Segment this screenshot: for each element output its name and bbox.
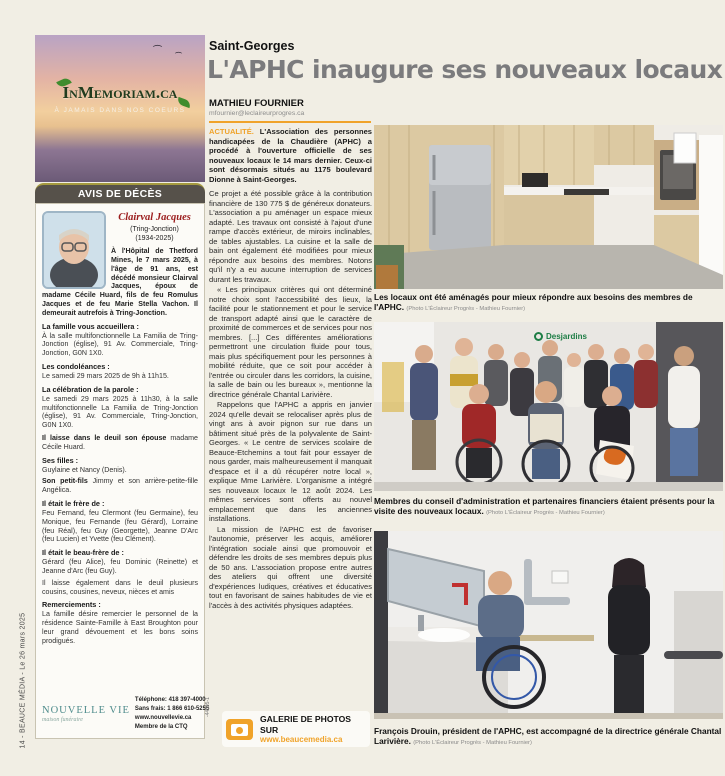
obituary-bold-lead: Son petit-fils <box>42 477 88 486</box>
bird-icon: ⌒ <box>175 53 182 60</box>
inmemoriam-tagline: À JAMAIS DANS NOS COEURS <box>54 107 186 114</box>
article-byline: MATHIEU FOURNIER <box>209 98 304 109</box>
article-lead <box>209 127 372 184</box>
inmemoriam-ad[interactable] <box>35 35 205 182</box>
caption-text: Membres du conseil d'administration et partenaires financiers étaient présents pour la visite des nouveaux locaux. <box>374 496 715 517</box>
obituary-section-heading: Il était le beau-frère de : <box>42 548 124 558</box>
funeral-home-logo <box>42 704 130 724</box>
inmemoriam-brand: InMemoriam.ca <box>62 83 178 102</box>
obituary-section-heading: La célébration de la parole : <box>42 384 139 394</box>
funeral-home-subtitle: maison funéraire <box>42 716 83 723</box>
obituary-section-text <box>42 434 198 452</box>
obituary-card <box>35 203 211 739</box>
obituary-intro: À l'Hôpital de Thetford Mines, le 7 mars 2025, à l'âge de 91 ans, est décédé monsieur Clairval Jacques, époux de madame Cécile Huard, fils de feu Romulus Jacques et de feu Marie Stella Vachon. Il demeurait autrefois à Tring-Jonction. <box>42 247 198 317</box>
deceased-years: (1934-2025) <box>135 234 174 242</box>
photo-caption <box>374 292 723 314</box>
camera-icon <box>226 719 253 740</box>
bird-icon: ⌒ <box>153 45 163 55</box>
article-paragraph: La mission de l'APHC est de favoriser l'autonomie, préserver les acquis, améliorer l'intégration sociale ainsi que promouvoir et défendre les droits de ses membres depuis plus de 50 ans. L'association propose entre autres des ateliers qui offrent une diversité d'expériences ludiques, créatives et éducatives tout en favorisant de saines habitudes de vie et l'accès à des activités physiques adaptées. <box>209 524 372 610</box>
obituary-section-text: Le samedi 29 mars 2025 de 9h à 11h15. <box>42 372 169 381</box>
funeral-home-phone: Téléphone: 418 397-4000 <box>134 697 206 703</box>
obituary-section-text <box>42 477 198 495</box>
obituary-section-text: À la salle multifonctionnelle La Familia de Tring-Jonction (église), 91 Av. Commerciale, Tring-Jonction, G0N 1X0. <box>42 331 198 358</box>
obituary-bold-lead: Il laisse dans le deuil son épouse <box>42 434 167 442</box>
article-paragraph: Rappelons que l'APHC a appris en janvier 2024 qu'elle devait se relocaliser après plus de vingt ans à avoir pignon sur rue dans un bâtiment situé près de la polyvalente de Saint-Georges. « Le centre de services scolaire de Beauce-Etchemins a tout fait pour essayer de nous garder, mais malheureusement il manquait d'espace et il a dû récupérer notre local », explique Mme Larivière. L'organisme a intégré ses nouveaux locaux le 12 août 2024. Les mêmes services sont offerts au nouvel emplacement que dans les anciennes installations. <box>209 400 372 523</box>
gallery-promo-label: GALERIE DE PHOTOS SUR <box>260 714 352 735</box>
obituary-section-text: Guylaine et Nancy (Denis). <box>42 465 127 474</box>
obituary-section-heading: Il était le frère de : <box>42 498 105 508</box>
desjardins-brand-text: Desjardins <box>546 332 587 341</box>
ad-reference-code: -44895-1 <box>204 696 211 717</box>
article-kicker: Saint-Georges <box>209 39 295 53</box>
byline-email-link[interactable]: mfournier@leclaireurprogres.ca <box>209 110 305 117</box>
obituary-section-heading: Ses filles : <box>42 455 79 465</box>
obituary-inline-text: madame Cécile Huard. <box>42 434 198 451</box>
article-paragraph: « Les principaux critères qui ont déterminé notre choix sont l'accessibilité des lieux, la facilité pour le stationnement et pour le service de transport adapté ainsi que le caractère de proximité de commerces et de services pour nos membres. [...] Ces différentes améliorations permettront une circulation fluide pour tous, mais plus spécifiquement pour les personnes à mobilité réduite, que ce soit pour accéder à l'entrée ou circuler dans les corridors, la cuisine, la salle de bain ou les bureaux », mentionne la directrice générale Chantal Larivière. <box>209 285 372 399</box>
photo-caption <box>374 496 723 518</box>
article-headline: L'APHC inaugure ses nouveaux locaux <box>207 55 723 84</box>
photo-credit: (Photo L'Éclaireur Progrès - Mathieu Fournier) <box>406 306 526 313</box>
funeral-home-contact <box>135 696 209 732</box>
photo-credit: (Photo L'Éclaireur Progrès - Mathieu Fournier) <box>486 510 605 517</box>
obituary-inline-text: Jimmy et son arrière-petite-fille Angélica. <box>42 477 198 495</box>
lead-kicker: ACTUALITÉ. <box>209 127 254 136</box>
byline-divider <box>209 121 371 123</box>
obituary-banner: AVIS DE DÉCÈS <box>35 183 205 205</box>
photo-credit: (Photo L'Éclaireur Progrès - Mathieu Fournier) <box>413 740 532 747</box>
deceased-name: Clairval Jacques <box>118 212 191 223</box>
photo-caption <box>374 726 723 748</box>
obituary-section-text: La famille désire remercier le personnel de la résidence Sainte-Famille à East Broughton pour leur grand dévouement et les bons soins prodigués. <box>42 610 198 645</box>
article-body-column <box>209 127 372 611</box>
funeral-home-tollfree: Sans frais: 1 866 610-5255 <box>134 706 210 712</box>
obituary-section-text: Gérard (feu Alice), feu Dominic (Reinette) et Jeanne d'Arc (feu Guy). <box>42 558 198 575</box>
obituary-section-heading: Les condoléances : <box>42 362 110 371</box>
caption-text: Les locaux ont été aménagés pour mieux répondre aux besoins des membres de l'APHC. <box>374 292 693 313</box>
photo-group-board-members <box>374 322 723 491</box>
obituary-section-heading: Remerciements : <box>42 600 101 610</box>
photo-adapted-kitchen <box>374 125 723 289</box>
obituary-section-heading: La famille vous accueillera : <box>42 321 139 331</box>
desjardins-logo-icon <box>534 332 543 341</box>
obituary-section-text: Il laisse également dans le deuil plusieurs cousins, cousines, neveux, nièces et amis <box>42 578 198 596</box>
page-edge-label: 14 - BEAUCE MÉDIA - Le 26 mars 2025 <box>19 612 27 749</box>
funeral-home-name: NOUVELLE VIE <box>42 704 130 716</box>
obituary-section-text: Feu Fernand, feu Clermont (feu Germaine), feu Monique, feu Fernande (feu Gérard), Lorraine (feu Réal), feu Guy (Georgette), Jeanne D'Arc (feu Lucien) et Yvette (feu Clément). <box>42 509 198 544</box>
deceased-portrait-photo <box>42 211 106 289</box>
lead-text: L'Association des personnes handicapées de la Chaudière (APHC) a procédé à l'ouverture officielle de ses nouveaux locaux le 14 mars dernier. Ceux-ci sont désormais situés au 1175 boulevard Dionne à Saint-Georges. <box>209 127 372 184</box>
gallery-promo-url-link[interactable]: www.beaucemedia.ca <box>260 734 343 744</box>
caption-text: François Drouin, président de l'APHC, est accompagné de la directrice générale Chantal Larivière. <box>374 726 722 747</box>
photo-adapted-bathroom <box>374 531 723 719</box>
deceased-place: (Tring-Jonction) <box>130 226 179 234</box>
funeral-home-membership: Membre de la CTQ <box>134 724 188 730</box>
photo-gallery-promo[interactable] <box>222 711 370 747</box>
obituary-section-text: Le samedi 29 mars 2025 à 11h30, à la salle multifonctionnelle La Familia de Tring-Jonction (église), 91 Av. Commerciale, Tring-Jonction, G0N 1X0. <box>42 394 198 430</box>
article-paragraph: Ce projet a été possible grâce à la contribution financière de 130 775 $ de généreux donateurs. L'association a pu aménager un espace mieux adapté. Les travaux ont consisté à l'ajout d'une rampe d'accès extérieur, de miroirs inclinables, de tables ajustables. La cuisine et la salle de bain ont également été modifiées pour mieux répondre aux besoins des membres. Notons qu'il n'y a eu aucune interruption de services durant les travaux. <box>209 189 372 284</box>
funeral-home-website-link[interactable]: www.nouvellevie.ca <box>134 715 192 721</box>
